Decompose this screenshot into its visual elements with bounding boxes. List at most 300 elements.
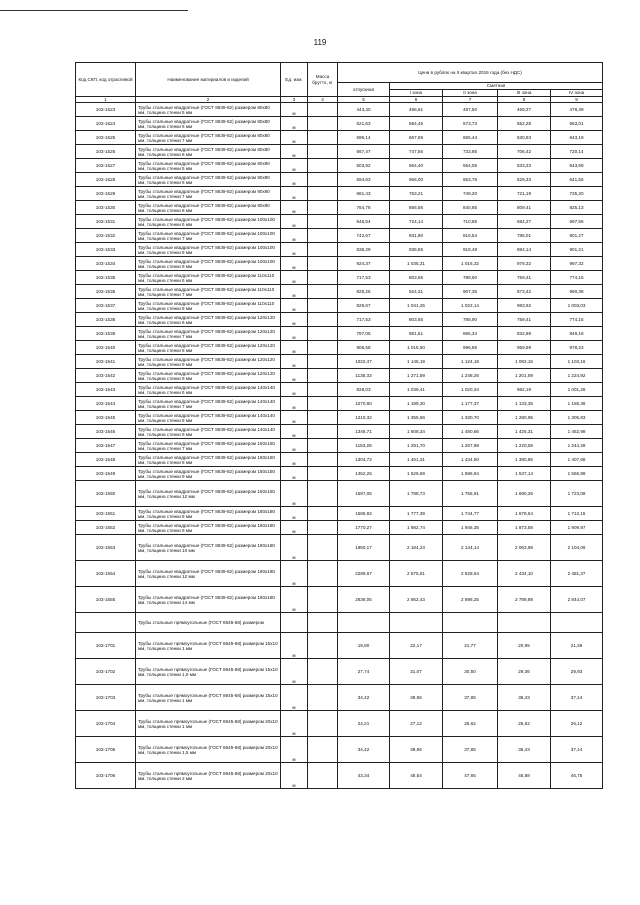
row-price-zone3: 978,32: [498, 257, 551, 271]
row-price-zone1: 1 508,34: [390, 425, 443, 439]
row-unit: м: [281, 453, 308, 467]
row-code: 103-1706: [76, 763, 136, 789]
table-row: [76, 737, 603, 763]
row-price-zone2: 996,86: [443, 341, 498, 355]
row-code: 103-1551: [76, 507, 136, 521]
row-price-release: [338, 613, 390, 633]
row-price-zone4: 37,14: [551, 737, 603, 763]
row-price-zone4: 2 481,37: [551, 561, 603, 587]
row-mass: [308, 313, 338, 327]
row-price-zone1: 1 039,41: [390, 383, 443, 397]
header-zone3: III зона: [498, 90, 551, 97]
row-price-zone2: 1 020,34: [443, 383, 498, 397]
row-mass: [308, 355, 338, 369]
row-price-zone4: 21,36: [551, 633, 603, 659]
table-row: [76, 229, 603, 243]
row-price-release: 764,78: [338, 201, 390, 215]
row-mass: [308, 243, 338, 257]
row-name: Трубы стальные квадратные (ГОСТ 8639-82) размером 150х150 мм, толщина стенки 8 мм: [136, 453, 281, 467]
row-code: 103-1545: [76, 411, 136, 425]
row-price-zone2: 47,65: [443, 763, 498, 789]
row-price-zone3: 533,33: [498, 159, 551, 173]
row-name: Трубы стальные квадратные (ГОСТ 8639-82) размером 140х140 мм, толщина стенки 9 мм: [136, 425, 281, 439]
row-price-release: 1597,05: [338, 481, 390, 507]
colnum: 1: [76, 97, 136, 103]
row-price-zone3: 873,42: [498, 285, 551, 299]
row-code: 103-1523: [76, 103, 136, 117]
row-mass: [308, 613, 338, 633]
colnum: 8: [498, 97, 551, 103]
row-code: 103-1540: [76, 341, 136, 355]
table-row: [76, 453, 603, 467]
row-unit: м: [281, 587, 308, 613]
row-unit: м: [281, 561, 308, 587]
row-price-release: 24,21: [338, 711, 390, 737]
row-price-zone3: 684,27: [498, 215, 551, 229]
row-price-zone3: 1 380,86: [498, 453, 551, 467]
row-code: 103-1554: [76, 561, 136, 587]
row-price-zone4: 978,23: [551, 341, 603, 355]
row-code: 103-1531: [76, 215, 136, 229]
row-price-zone1: 1 015,50: [390, 341, 443, 355]
row-price-zone1: 38,56: [390, 737, 443, 763]
table-row: [76, 633, 603, 659]
row-price-zone2: 37,85: [443, 685, 498, 711]
row-price-zone2: 655,44: [443, 131, 498, 145]
row-price-zone3: 706,42: [498, 145, 551, 159]
colnum: 9: [551, 97, 603, 103]
row-code: 103-1539: [76, 327, 136, 341]
row-name: Трубы стальные квадратные (ГОСТ 8639-82) размером 80х80 мм, толщина стенки 7 мм: [136, 131, 281, 145]
row-price-release: 596,14: [338, 131, 390, 145]
row-price-release: 34,42: [338, 685, 390, 711]
table-row: [76, 201, 603, 215]
row-code: 103-1525: [76, 131, 136, 145]
row-price-zone2: [443, 613, 498, 633]
row-price-zone2: 865,34: [443, 327, 498, 341]
row-mass: [308, 117, 338, 131]
row-code: 103-1544: [76, 397, 136, 411]
row-price-zone3: 20,95: [498, 633, 551, 659]
row-price-zone4: 774,15: [551, 313, 603, 327]
row-price-release: 27,74: [338, 659, 390, 685]
table-row: [76, 397, 603, 411]
row-price-zone4: 774,15: [551, 271, 603, 285]
row-name: Трубы стальные квадратные (ГОСТ 8639-82) размером 150х150 мм, толщина стенки 9 мм: [136, 467, 281, 481]
row-code: 103-1553: [76, 535, 136, 561]
row-name: Трубы стальные квадратные (ГОСТ 8639-82) размером 140х140 мм, толщина стенки 7 мм: [136, 397, 281, 411]
row-price-zone2: 1 434,50: [443, 453, 498, 467]
page-number: 119: [313, 38, 327, 47]
row-price-zone2: 2 528,64: [443, 561, 498, 587]
row-name: Трубы стальные прямоугольные (ГОСТ 8645-68) размером 20х10 мм, толщина стенки 1,5 мм: [136, 737, 281, 763]
row-price-zone3: 2 434,10: [498, 561, 551, 587]
row-price-zone1: 1 199,30: [390, 397, 443, 411]
table-row: [76, 507, 603, 521]
row-mass: [308, 439, 338, 453]
row-price-zone4: 825,13: [551, 201, 603, 215]
row-price-zone3: 1 690,26: [498, 481, 551, 507]
row-mass: [308, 397, 338, 411]
table-row: [76, 355, 603, 369]
row-mass: [308, 187, 338, 201]
row-price-zone1: 1 626,69: [390, 467, 443, 481]
row-name: Трубы стальные прямоугольные (ГОСТ 8645-68) размером 20х10 мм, толщина стенки 2 мм: [136, 763, 281, 789]
row-unit: м: [281, 187, 308, 201]
row-price-zone1: 724,14: [390, 215, 443, 229]
row-unit: м: [281, 737, 308, 763]
row-unit: м: [281, 131, 308, 145]
row-price-zone2: 907,35: [443, 285, 498, 299]
top-rule: [0, 10, 188, 11]
row-code: 103-1542: [76, 369, 136, 383]
row-code: 103-1541: [76, 355, 136, 369]
row-price-release: 928,03: [338, 383, 390, 397]
row-unit: м: [281, 425, 308, 439]
row-name: Трубы стальные квадратные (ГОСТ 8639-82) размером 80х80 мм, толщина стенки 8 мм: [136, 145, 281, 159]
row-price-zone1: 38,56: [390, 685, 443, 711]
table-row: [76, 481, 603, 507]
row-mass: [308, 711, 338, 737]
row-price-zone3: 1 679,54: [498, 507, 551, 521]
row-unit: м: [281, 383, 308, 397]
header-name: Наименование материалов и изделий: [136, 63, 281, 97]
header-estimate: Сметная: [390, 83, 603, 90]
row-price-zone4: 735,20: [551, 187, 603, 201]
row-price-zone4: 478,39: [551, 103, 603, 117]
row-price-zone3: 2 789,89: [498, 587, 551, 613]
table-row: [76, 243, 603, 257]
row-price-zone1: 666,00: [390, 173, 443, 187]
row-price-zone1: 1 271,59: [390, 369, 443, 383]
row-price-zone1: 22,17: [390, 633, 443, 659]
table-row: [76, 103, 603, 117]
row-price-release: 717,53: [338, 271, 390, 285]
row-price-release: 825,26: [338, 285, 390, 299]
row-price-zone4: 901,21: [551, 243, 603, 257]
row-name: Трубы стальные квадратные (ГОСТ 8639-82) размером 120х120 мм, толщина стенки 9 мм: [136, 355, 281, 369]
row-code: 103-1701: [76, 633, 136, 659]
row-price-zone4: 997,32: [551, 257, 603, 271]
header-zone1: I зона: [390, 90, 443, 97]
row-mass: [308, 481, 338, 507]
row-price-zone2: 487,50: [443, 103, 498, 117]
row-price-zone4: 849,18: [551, 327, 603, 341]
row-price-zone1: 1 035,31: [390, 257, 443, 271]
row-price-zone1: 924,31: [390, 285, 443, 299]
table-row: [76, 369, 603, 383]
row-price-zone1: 1 982,74: [390, 521, 443, 535]
row-name: Трубы стальные квадратные (ГОСТ 8639-82) размером 140х140 мм, толщина стенки 8 мм: [136, 411, 281, 425]
row-price-zone1: 496,61: [390, 103, 443, 117]
row-price-zone4: 720,14: [551, 145, 603, 159]
row-mass: [308, 201, 338, 215]
row-name: Трубы стальные квадратные (ГОСТ 8639-82) размером 180х180 мм, толщина стенки 12 мм: [136, 561, 281, 587]
row-price-zone1: 1 355,56: [390, 411, 443, 425]
row-price-zone4: 801,27: [551, 229, 603, 243]
table-row: [76, 613, 603, 633]
row-price-zone4: 37,14: [551, 685, 603, 711]
row-name: Трубы стальные прямоугольные (ГОСТ 8645-68) размером 15х10 мм, толщина стенки 1,5 мм: [136, 659, 281, 685]
row-name: Трубы стальные квадратные (ГОСТ 8639-82) размером 120х120 мм, толщина стенки 9 мм: [136, 369, 281, 383]
row-unit: м: [281, 117, 308, 131]
row-price-release: 1070,80: [338, 397, 390, 411]
row-unit: м: [281, 285, 308, 299]
row-mass: [308, 145, 338, 159]
table-row: [76, 535, 603, 561]
row-price-zone4: 643,19: [551, 131, 603, 145]
row-price-zone1: 1 461,31: [390, 453, 443, 467]
row-price-release: 1210,32: [338, 411, 390, 425]
row-price-zone2: 1 596,84: [443, 467, 498, 481]
row-price-zone1: 803,65: [390, 271, 443, 285]
row-price-zone2: 816,54: [443, 229, 498, 243]
row-code: 103-1527: [76, 159, 136, 173]
header-unit: Ед. изм.: [281, 63, 308, 97]
row-price-zone3: 36,43: [498, 737, 551, 763]
row-price-zone2: 2 144,14: [443, 535, 498, 561]
row-unit: м: [281, 633, 308, 659]
row-mass: [308, 285, 338, 299]
row-price-release: 2299,67: [338, 561, 390, 587]
row-price-zone3: 1 201,59: [498, 369, 551, 383]
row-mass: [308, 561, 338, 587]
row-unit: м: [281, 397, 308, 411]
row-unit: м: [281, 299, 308, 313]
row-price-release: 1153,28: [338, 439, 390, 453]
row-unit: м: [281, 439, 308, 453]
row-price-zone2: 2 898,25: [443, 587, 498, 613]
row-price-zone4: 890,38: [551, 285, 603, 299]
row-price-zone3: 1 425,31: [498, 425, 551, 439]
table-row: [76, 763, 603, 789]
table-row: [76, 159, 603, 173]
row-unit: м: [281, 173, 308, 187]
row-name: Трубы стальные квадратные (ГОСТ 8639-82) размером 120х120 мм, толщина стенки 8 мм: [136, 341, 281, 355]
row-name: Трубы стальные квадратные (ГОСТ 8639-82) размером 140х140 мм, толщина стенки 6 мм: [136, 383, 281, 397]
row-name: Трубы стальные квадратные (ГОСТ 8639-82) размером 120х120 мм, толщина стенки 6 мм: [136, 313, 281, 327]
header-code: Код СКП, код отраслевой: [76, 63, 136, 97]
row-price-zone4: 563,01: [551, 117, 603, 131]
row-price-zone3: 1 280,95: [498, 411, 551, 425]
colnum: 3: [281, 97, 308, 103]
row-price-zone3: 36,43: [498, 685, 551, 711]
row-name: Трубы стальные квадратные (ГОСТ 8639-82) размером 80х80 мм, толщина стенки 6 мм: [136, 117, 281, 131]
row-price-zone4: 1 103,16: [551, 355, 603, 369]
row-price-zone1: 31,07: [390, 659, 443, 685]
table-row: [76, 561, 603, 587]
row-price-zone4: 2 104,06: [551, 535, 603, 561]
row-price-release: 742,67: [338, 229, 390, 243]
row-name: Трубы стальные квадратные (ГОСТ 8639-82) размером 100х100 мм, толщина стенки 9 мм: [136, 257, 281, 271]
table-header: [76, 63, 603, 103]
row-price-zone2: 1 330,70: [443, 411, 498, 425]
row-price-release: 924,37: [338, 257, 390, 271]
row-price-zone3: 1 133,35: [498, 397, 551, 411]
row-price-release: 19,80: [338, 633, 390, 659]
row-price-zone4: 2 844,07: [551, 587, 603, 613]
table-row: [76, 383, 603, 397]
row-mass: [308, 521, 338, 535]
row-mass: [308, 425, 338, 439]
row-name: Трубы стальные квадратные (ГОСТ 8639-82) размером 90х90 мм, толщина стенки 7 мм: [136, 187, 281, 201]
row-price-zone1: 1 777,39: [390, 507, 443, 521]
row-code: 103-1538: [76, 313, 136, 327]
row-unit: м: [281, 535, 308, 561]
row-price-zone2: 573,73: [443, 117, 498, 131]
row-price-zone2: 653,78: [443, 173, 498, 187]
row-mass: [308, 299, 338, 313]
row-price-release: 1346,71: [338, 425, 390, 439]
row-unit: м: [281, 521, 308, 535]
row-code: 103-1548: [76, 453, 136, 467]
row-price-zone1: 1 788,73: [390, 481, 443, 507]
row-price-release: 835,29: [338, 243, 390, 257]
table-row: [76, 659, 603, 685]
row-price-zone4: 29,93: [551, 659, 603, 685]
row-unit: м: [281, 229, 308, 243]
row-unit: м: [281, 763, 308, 789]
row-price-zone3: 1 873,58: [498, 521, 551, 535]
row-unit: м: [281, 507, 308, 521]
row-code: 103-1543: [76, 383, 136, 397]
row-price-zone3: 884,14: [498, 243, 551, 257]
row-price-zone2: 733,86: [443, 145, 498, 159]
row-price-zone4: 1 712,15: [551, 507, 603, 521]
row-code: 103-1555: [76, 587, 136, 613]
row-price-release: 1950,17: [338, 535, 390, 561]
table-row: [76, 285, 603, 299]
row-code: 103-1552: [76, 521, 136, 535]
row-price-zone2: 26,62: [443, 711, 498, 737]
row-code: 103-1529: [76, 187, 136, 201]
row-code: 103-1703: [76, 685, 136, 711]
row-price-zone2: 918,48: [443, 243, 498, 257]
row-code: 103-1535: [76, 271, 136, 285]
row-unit: м: [281, 243, 308, 257]
row-mass: [308, 587, 338, 613]
row-price-release: 1586,92: [338, 507, 390, 521]
price-table: [75, 62, 603, 789]
row-price-zone3: 721,19: [498, 187, 551, 201]
row-code: 103-1550: [76, 481, 136, 507]
row-price-zone1: 1 041,25: [390, 299, 443, 313]
row-unit: м: [281, 257, 308, 271]
table-row: [76, 215, 603, 229]
row-unit: м: [281, 369, 308, 383]
row-mass: [308, 763, 338, 789]
row-price-zone1: 48,54: [390, 763, 443, 789]
row-name: Трубы стальные квадратные (ГОСТ 8639-82) размером 100х100 мм, толщина стенки 7 мм: [136, 229, 281, 243]
colnum: 2: [136, 97, 281, 103]
row-price-zone4: [551, 613, 603, 633]
row-price-zone1: 831,80: [390, 229, 443, 243]
row-price-zone1: [390, 613, 443, 633]
table-row: [76, 145, 603, 159]
header-zone4: IV зона: [551, 90, 603, 97]
row-unit: м: [281, 411, 308, 425]
row-price-release: 1304,72: [338, 453, 390, 467]
row-name: Трубы стальные квадратные (ГОСТ 8639-82) размером 150х150 мм, толщина стенки 7 мм: [136, 439, 281, 453]
row-price-release: 521,63: [338, 117, 390, 131]
row-name: Трубы стальные квадратные (ГОСТ 8639-82) размером 180х180 мм, толщина стенки 8 мм: [136, 507, 281, 521]
row-unit: м: [281, 341, 308, 355]
row-name: Трубы стальные прямоугольные (ГОСТ 8645-68) размером 15х10 мм, толщина стенки 1 мм: [136, 633, 281, 659]
row-mass: [308, 535, 338, 561]
table-row: [76, 521, 603, 535]
row-price-zone2: 788,90: [443, 271, 498, 285]
table-row: [76, 187, 603, 201]
row-price-release: 906,68: [338, 341, 390, 355]
row-price-zone3: [498, 613, 551, 633]
row-name: Трубы стальные квадратные (ГОСТ 8639-82) размером 180х180 мм, толщина стенки 9 мм: [136, 521, 281, 535]
row-name: Трубы стальные квадратные (ГОСТ 8639-82) размером 90х90 мм, толщина стенки 5 мм: [136, 159, 281, 173]
row-price-zone1: 856,56: [390, 201, 443, 215]
row-price-zone3: 469,27: [498, 103, 551, 117]
row-price-release: 594,63: [338, 173, 390, 187]
row-price-zone4: 1 723,08: [551, 481, 603, 507]
row-code: 103-1546: [76, 425, 136, 439]
table-row: [76, 439, 603, 453]
row-name: Трубы стальные квадратные (ГОСТ 8639-82) размером 80х80 мм, толщина стенки 5 мм: [136, 103, 281, 117]
table-row: [76, 467, 603, 481]
row-name: Трубы стальные квадратные (ГОСТ 8639-82) размером 90х90 мм, толщина стенки 8 мм: [136, 201, 281, 215]
row-unit: м: [281, 201, 308, 215]
row-unit: м: [281, 159, 308, 173]
row-price-zone2: 1 022,14: [443, 299, 498, 313]
row-name: Трубы стальные квадратные (ГОСТ 8639-82) размером 110х110 мм, толщина стенки 6 мм: [136, 271, 281, 285]
row-price-zone4: 641,55: [551, 173, 603, 187]
row-price-zone4: 543,69: [551, 159, 603, 173]
row-price-zone3: 29,36: [498, 659, 551, 685]
row-name: Трубы стальные квадратные (ГОСТ 8639-82) размером 150х150 мм, толщина стенки 12 мм: [136, 481, 281, 507]
row-price-zone1: 1 145,19: [390, 355, 443, 369]
row-name: Трубы стальные квадратные (ГОСТ 8639-82) размером 110х110 мм, толщина стенки 7 мм: [136, 285, 281, 299]
row-price-zone4: 46,75: [551, 763, 603, 789]
table-row: [76, 411, 603, 425]
row-name: Трубы стальные квадратные (ГОСТ 8639-82) размером 180х180 мм, толщина стенки 10 мм: [136, 535, 281, 561]
row-price-zone1: 763,21: [390, 187, 443, 201]
row-price-zone1: 667,69: [390, 131, 443, 145]
row-price-zone2: 37,85: [443, 737, 498, 763]
row-price-zone3: 759,41: [498, 313, 551, 327]
row-code: 103-1536: [76, 285, 136, 299]
row-code: 103-1524: [76, 117, 136, 131]
row-mass: [308, 507, 338, 521]
colnum: 4: [308, 97, 338, 103]
row-unit: м: [281, 215, 308, 229]
row-unit: м: [281, 313, 308, 327]
row-price-release: 929,67: [338, 299, 390, 313]
row-price-zone2: 1 177,37: [443, 397, 498, 411]
row-price-zone2: 710,85: [443, 215, 498, 229]
row-price-zone3: 630,93: [498, 131, 551, 145]
row-name: Трубы стальные прямоугольные (ГОСТ 8645-68) размером: [136, 613, 281, 633]
row-mass: [308, 271, 338, 285]
row-price-zone4: 1 305,83: [551, 411, 603, 425]
row-price-release: 43,34: [338, 763, 390, 789]
row-price-zone3: 1 220,58: [498, 439, 551, 453]
row-code: [76, 613, 136, 633]
row-mass: [308, 411, 338, 425]
row-price-zone1: 803,65: [390, 313, 443, 327]
row-mass: [308, 369, 338, 383]
header-release: отпускная: [338, 83, 390, 97]
row-name: Трубы стальные квадратные (ГОСТ 8639-82) размером 180х180 мм, толщина стенки 14 мм: [136, 587, 281, 613]
table-row: [76, 257, 603, 271]
row-price-zone3: 959,59: [498, 341, 551, 355]
row-price-release: 34,42: [338, 737, 390, 763]
